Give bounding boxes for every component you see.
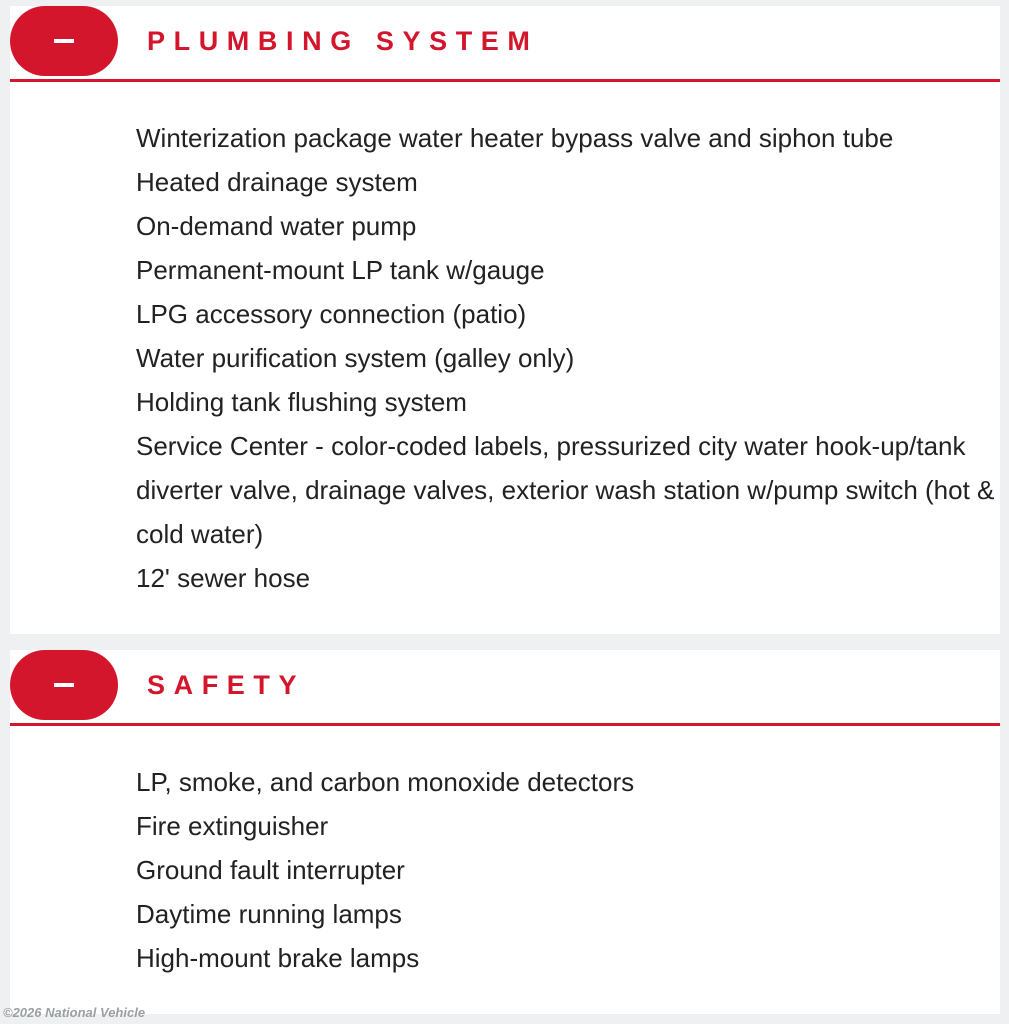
list-item: LP, smoke, and carbon monoxide detectors [136, 767, 635, 797]
list-item: Water purification system (galley only) [136, 343, 575, 373]
collapse-toggle-button[interactable] [10, 650, 118, 720]
collapse-toggle-button[interactable] [10, 6, 118, 76]
list-item: Ground fault interrupter [136, 855, 405, 885]
list-item: Permanent-mount LP tank w/gauge [136, 255, 545, 285]
section-title: PLUMBING SYSTEM [147, 26, 539, 56]
list-item: Fire extinguisher [136, 811, 329, 841]
section-header [10, 650, 1000, 726]
minus-icon [54, 683, 74, 687]
list-item: Holding tank flushing system [136, 387, 467, 417]
list-item: 12' sewer hose [136, 563, 311, 593]
section-plumbing-system [10, 6, 1000, 634]
copyright-watermark: ©2026 National Vehicle [3, 1005, 146, 1020]
list-item: Daytime running lamps [136, 899, 402, 929]
list-item: Service Center - color-coded labels, pressurized city water hook-up/tank diverter valve, drainage valves, exterior wash station w/pump switch (hot & cold water) [136, 431, 995, 549]
list-item: On-demand water pump [136, 211, 417, 241]
section-header [10, 6, 1000, 82]
minus-icon [54, 39, 74, 43]
section-title: SAFETY [147, 670, 306, 700]
list-item: LPG accessory connection (patio) [136, 299, 527, 329]
list-item: Winterization package water heater bypass valve and siphon tube [136, 123, 894, 153]
feature-list [136, 116, 996, 600]
list-item: High-mount brake lamps [136, 943, 420, 973]
section-safety [10, 650, 1000, 1014]
list-item: Heated drainage system [136, 167, 418, 197]
feature-list [136, 760, 996, 980]
